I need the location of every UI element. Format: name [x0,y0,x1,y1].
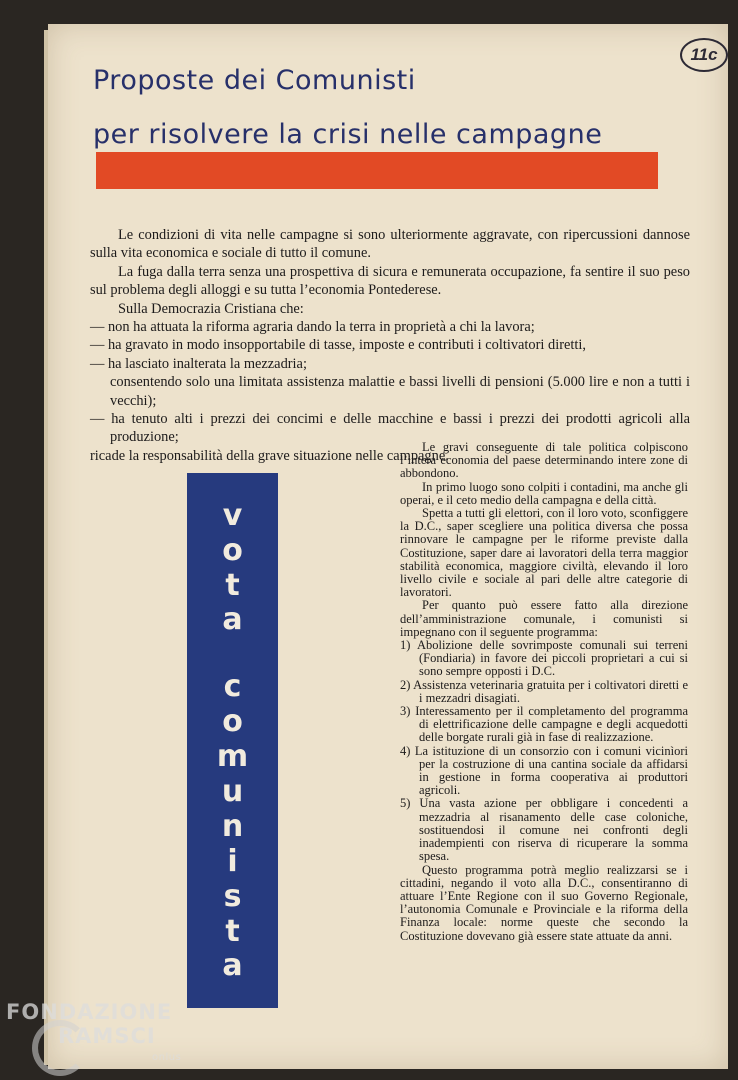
vota-comunista-banner [187,473,278,1008]
banner-letter: t [225,568,240,603]
intro-conclusion: ricade la responsabilità della grave situazione nelle campagne. [90,447,449,464]
program-item: 5) Una vasta azione per obbligare i concedenti a mezzadria al risanamento delle case coloniche, sostituendosi il comune nei confronti degli inadempienti con riserva di ricuperare la somma spesa. [400,796,688,864]
red-banner [96,152,658,189]
folio-number: 11c [680,38,728,72]
intro-list-item: — non ha attuata la riforma agraria dando la terra in proprietà a chi la lavora; [90,319,535,336]
intro-paragraph: Sulla Democrazia Cristiana che: [118,300,304,317]
banner-letter: a [222,948,243,983]
watermark-line-1: FONDAZIONE [6,1000,173,1024]
program-item: 4) La istituzione di un consorzio con i comuni vicinìori per la costruzione di una cantina sociale da affidarsi in gestione in forma cooperativa ai produttori agricoli. [400,743,688,798]
title-line-1: Proposte dei Comunisti [93,65,416,96]
intro-list-item: — ha lasciato inalterata la mezzadria; [90,355,307,372]
intro-list-continuation: consentendo solo una limitata assistenza malattie e bassi livelli di pensioni (5.000 lire e non a tutti i vecchi); [110,374,690,409]
banner-letter: t [225,914,240,949]
column-paragraph: Per quanto può essere fatto alla direzione dell’amministrazione comunale, i comunisti si impegnano con il seguente programma: [400,598,688,639]
program-item: 2) Assistenza veterinaria gratuita per i coltivatori diretti e i mezzadri disagiati. [400,677,688,705]
program-item: 3) Interessamento per il completamento del programma di elettrificazione delle campagne e degli acquedotti delle borgate rurali già in fase di realizzazione. [400,704,688,745]
banner-letter: o [222,533,243,568]
banner-letter: c [223,669,242,704]
banner-letter: m [216,739,249,774]
intro-list-item: — ha gravato in modo insopportabile di tasse, imposte e contributi i coltivatori diretti, [90,337,586,354]
column-paragraph: In primo luogo sono colpiti i contadini, ma anche gli operai, e il ceto medio della campagna e della città. [400,479,688,507]
intro-list-item: — ha tenuto alti i prezzi dei concimi e delle macchine e bassi i prezzi dei prodotti agricoli alla produzione; [90,411,690,446]
intro-paragraph: La fuga dalla terra senza una prospettiva di sicura e remunerata occupazione, fa sentire il suo peso sul problema degli alloggi e su tutta l’economia Pontederese. [90,263,690,299]
watermark-line-2: RAMSCI [58,1024,156,1048]
banner-letter: o [222,704,243,739]
banner-letter: n [221,809,244,844]
column-paragraph: Le gravi conseguente di tale politica colpiscono l’intera economia del paese determinando intere zone di abbondono. [400,440,688,481]
column-paragraph: Questo programma potrà meglio realizzarsi se i cittadini, negando il voto alla D.C., consentiranno di attuare l’Ente Regione con il suo Governo Regionale, l’autonomia Comunale e Provinciale e la riforma della Finanza locale: norme queste che secondo la Costituzione dovevano già essere state attuate da anni. [400,862,688,943]
banner-letter: v [222,498,243,533]
watermark-onlus: onlus [152,1052,182,1063]
program-item: 1) Abolizione delle sovrimposte comunali sui terreni (Fondiaria) in favore dei piccoli proprietari a cui si sono sempre opposti i D.C. [400,638,688,679]
banner-letter: a [222,602,243,637]
banner-letter: u [221,774,244,809]
intro-paragraph: Le condizioni di vita nelle campagne si sono ulteriormente aggravate, con ripercussioni dannose sulla vita economica e sociale di tutto il comune. [90,227,690,262]
column-paragraph: Spetta a tutti gli elettori, con il loro voto, sconfiggere la D.C., saper scegliere una politica diversa che possa rinnovare le campagne per le riforme previste dalla Costituzione, saper dare ai lavoratori della terra maggior stabilità economica, maggiore civiltà, elevando il loro livello civile e sociale al pari delle altre categorie di lavoratori. [400,506,688,600]
title-line-2: per risolvere la crisi nelle campagne [93,119,603,150]
intro-text [90,226,690,465]
fondazione-gramsci-watermark [6,1000,182,1063]
banner-letter: i [227,844,238,879]
banner-letter: s [223,879,242,914]
page-title [93,54,602,162]
g-logo-icon [32,1020,88,1076]
program-column [400,441,688,943]
